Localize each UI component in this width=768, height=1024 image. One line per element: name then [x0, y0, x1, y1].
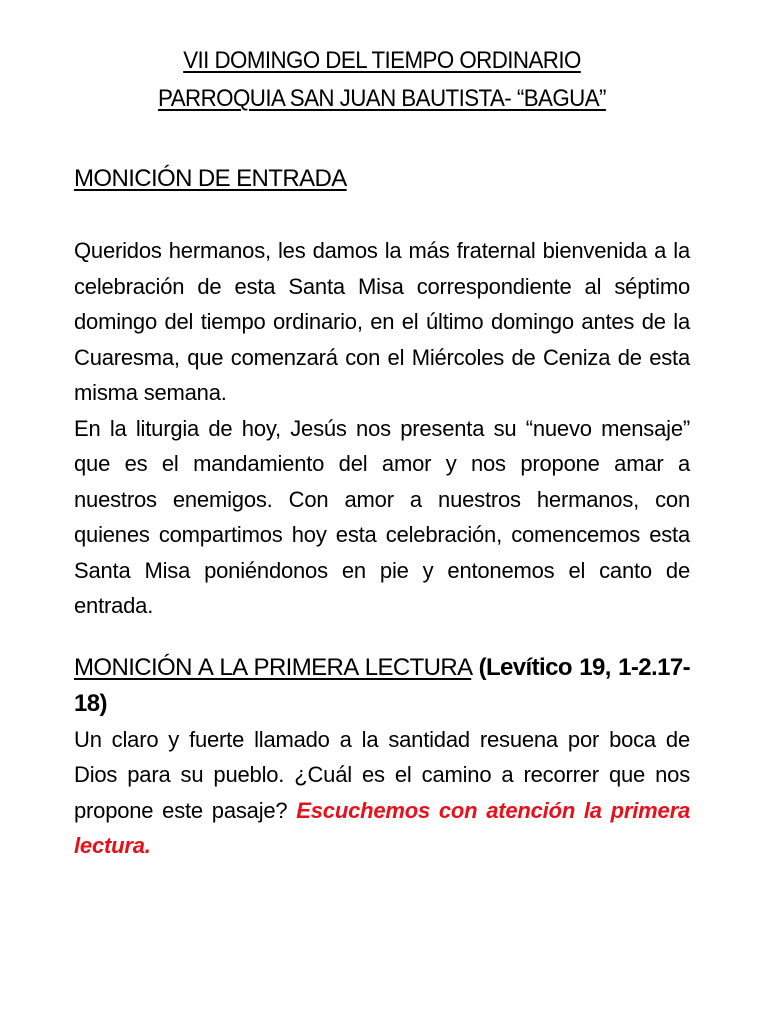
section-heading-primera-lectura [74, 650, 690, 722]
section-heading-entrada [74, 161, 690, 197]
primera-lectura-emphasis: Escuchemos con atención la primera lectura. [74, 797, 690, 858]
document-page [74, 42, 690, 864]
primera-lectura-body: Un claro y fuerte llamado a la santidad resuena por boca de Dios para su pueblo. ¿Cuál es el camino a recorrer que nos propone este pasaje? [74, 726, 690, 823]
document-title-line-1: VII DOMINGO DEL TIEMPO ORDINARIO [183, 47, 581, 74]
scripture-reference: (Levítico 19, 1-2.17-18) [74, 653, 691, 717]
entrada-paragraph-1: Queridos hermanos, les damos la más fraternal bienvenida a la celebración de esta Santa Misa correspondiente al séptimo domingo del tiempo ordinario, en el último domingo antes de la Cuaresma, que comenzará con el Miércoles de Ceniza de esta misma semana. [74, 238, 690, 405]
section-heading-primera-lectura-text: MONICIÓN A LA PRIMERA LECTURA [74, 653, 472, 681]
document-title-line-2: PARROQUIA SAN JUAN BAUTISTA- “BAGUA” [158, 85, 606, 112]
entrada-paragraph-2: En la liturgia de hoy, Jesús nos presenta su “nuevo mensaje” que es el mandamiento del amor y nos propone amar a nuestros enemigos. Con amor a nuestros hermanos, con quienes compartimos hoy esta celebración, comencemos esta Santa Misa poniéndonos en pie y entonemos el canto de entrada. [74, 415, 690, 618]
primera-lectura-paragraph [74, 722, 690, 864]
section-heading-entrada-text: MONICIÓN DE ENTRADA [74, 165, 347, 192]
